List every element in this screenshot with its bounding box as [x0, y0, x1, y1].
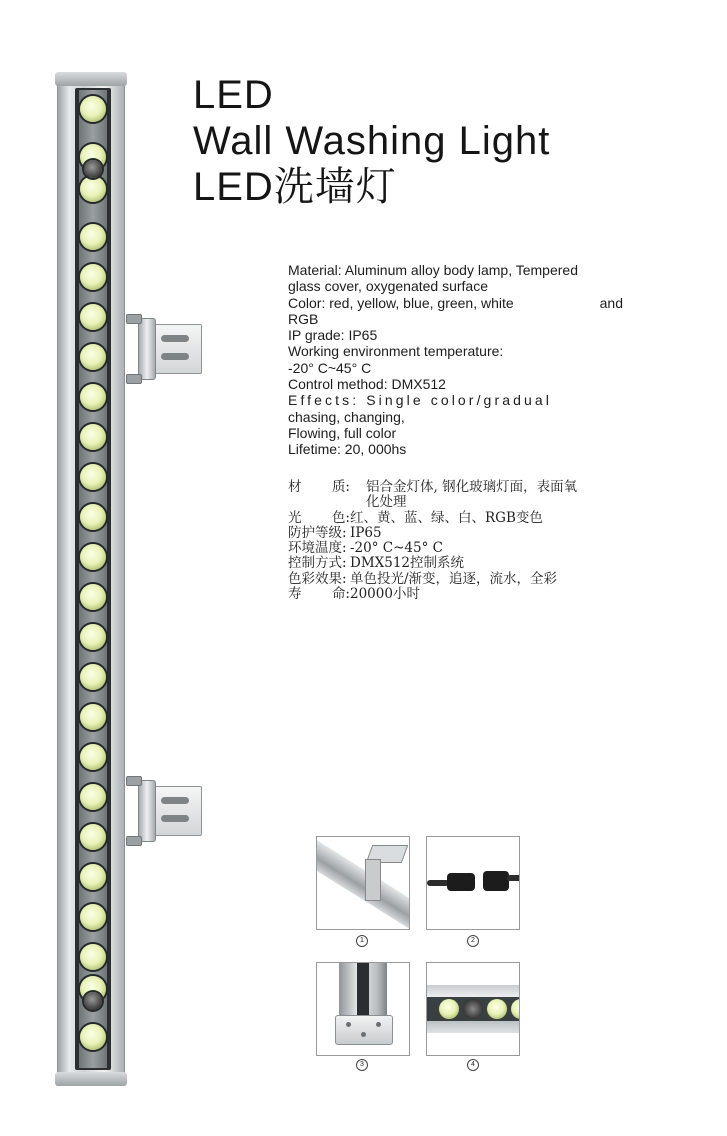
led-bead [80, 624, 106, 650]
bracket-shape [365, 859, 381, 901]
spec-cn-value: -20° C~45° C [350, 540, 443, 557]
led-bead [80, 224, 106, 250]
bracket-bolt [126, 776, 142, 786]
spec-material-line: glass cover, oxygenated surface [288, 278, 489, 295]
led-bead [80, 824, 106, 850]
thumbnail-number: 3 [356, 1059, 368, 1071]
spec-temperature-value: -20° C~45° C [288, 359, 372, 376]
led-bead [80, 1024, 106, 1050]
spec-lifetime: Lifetime: 20, 000hs [288, 441, 407, 458]
spec-cn-key: 光 色: [288, 509, 350, 526]
cable-shape [507, 875, 520, 881]
spec-cn-key: 防护等级: [288, 524, 347, 541]
bracket-slot [161, 797, 189, 804]
led-bead [80, 384, 106, 410]
spec-effects-line: chasing, changing, [288, 408, 405, 425]
led-bead [80, 464, 106, 490]
bracket-hinge [138, 780, 156, 842]
led-bead [80, 904, 106, 930]
spec-cn-value: IP65 [350, 524, 382, 541]
spec-temperature-label: Working environment temperature: [288, 343, 504, 360]
end-cap-shape [335, 1015, 393, 1045]
bracket-plate [152, 786, 202, 836]
spec-cn-ip [288, 526, 623, 541]
mounting-bracket-lower [122, 780, 204, 840]
spec-control-method: Control method: DMX512 [288, 376, 446, 393]
detail-photo-led-closeup [426, 962, 520, 1056]
screw-hole [376, 1022, 381, 1027]
thumbnail-number: 2 [467, 935, 479, 947]
bracket-slot [161, 815, 189, 822]
led-bead [80, 784, 106, 810]
mounting-bracket-upper [122, 318, 204, 378]
bracket-bolt [126, 314, 142, 324]
screw-hole [346, 1022, 351, 1027]
connector-socket-shape [483, 871, 509, 891]
spec-cn-value: 化处理 [366, 494, 407, 511]
led-shape [439, 999, 459, 1019]
spec-effects-line: Flowing, full color [288, 424, 397, 441]
connector-plug-shape [447, 873, 475, 891]
title-line-led: LED [193, 73, 274, 117]
lamp-end-cap-bottom [55, 1072, 127, 1086]
spec-color-text: Color: red, yellow, blue, green, white [288, 294, 514, 311]
spec-ip-grade: IP grade: IP65 [288, 327, 378, 344]
detail-photo-end-profile [316, 962, 410, 1056]
spec-cn-key: 控制方式: [288, 555, 347, 572]
bracket-hinge [138, 318, 156, 380]
spec-cn-key: 寿 命: [288, 586, 350, 603]
led-bead [80, 424, 106, 450]
led-shape [463, 999, 483, 1019]
led-bead [80, 264, 106, 290]
spec-color-line: RGB [288, 310, 319, 327]
spec-cn-material [288, 480, 623, 495]
spec-color-line [288, 295, 623, 311]
thumbnail-number: 1 [356, 935, 368, 947]
led-bead [80, 704, 106, 730]
led-bead [80, 584, 106, 610]
thumbnail-number: 4 [467, 1059, 479, 1071]
led-bead [80, 544, 106, 570]
spec-cn-key: 色彩效果: [288, 570, 347, 587]
spec-cn-control [288, 556, 623, 571]
led-bead [80, 176, 106, 202]
spec-cn-value: 20000小时 [350, 586, 420, 603]
spec-cn-color [288, 511, 623, 526]
spec-cn-effects [288, 572, 623, 587]
spec-cn-value: DMX512控制系统 [350, 555, 465, 572]
led-bead [80, 864, 106, 890]
bracket-bolt [126, 836, 142, 846]
bracket-slot [161, 335, 189, 342]
specifications-english [288, 262, 623, 458]
spec-effects-line: Effects: Single color/gradual [288, 392, 552, 409]
spec-cn-value: 红、黄、蓝、绿、白、RGB变色 [350, 509, 543, 526]
title-line-chinese: LED洗墙灯 [193, 165, 397, 209]
lens-plug [84, 992, 102, 1010]
spec-cn-key: 环境温度: [288, 540, 347, 557]
title-line-wall-washing-light: Wall Washing Light [193, 119, 551, 163]
lamp-end-cap-top [55, 72, 127, 86]
spec-cn-value: 单色投光/渐变，追逐，流水，全彩 [350, 570, 558, 587]
specifications-chinese [288, 480, 623, 602]
led-bead [80, 944, 106, 970]
bracket-bolt [126, 374, 142, 384]
detail-photo-bracket-mount [316, 836, 410, 930]
led-shape [487, 999, 507, 1019]
led-bead [80, 664, 106, 690]
spec-material-line: Material: Aluminum alloy body lamp, Tempered [288, 262, 578, 278]
led-bead [80, 504, 106, 530]
led-bead [80, 304, 106, 330]
screw-hole [361, 1032, 366, 1037]
detail-photo-connectors [426, 836, 520, 930]
spec-cn-value: 铝合金灯体, 钢化玻璃灯面，表面氧 [366, 479, 578, 495]
cable-shape [427, 880, 449, 886]
wall-washer-lamp-image [57, 72, 125, 1086]
spec-cn-lifetime [288, 587, 623, 602]
bracket-slot [161, 353, 189, 360]
led-bead [80, 344, 106, 370]
groove-shape [357, 962, 369, 1017]
bracket-plate [152, 324, 202, 374]
spec-color-and: and [599, 294, 623, 311]
product-title [193, 72, 550, 210]
spec-cn-key: 材 质: [288, 479, 350, 495]
led-bead [80, 96, 106, 122]
lens-plug [84, 160, 102, 178]
spec-cn-material-cont [288, 495, 623, 510]
led-bead [80, 744, 106, 770]
